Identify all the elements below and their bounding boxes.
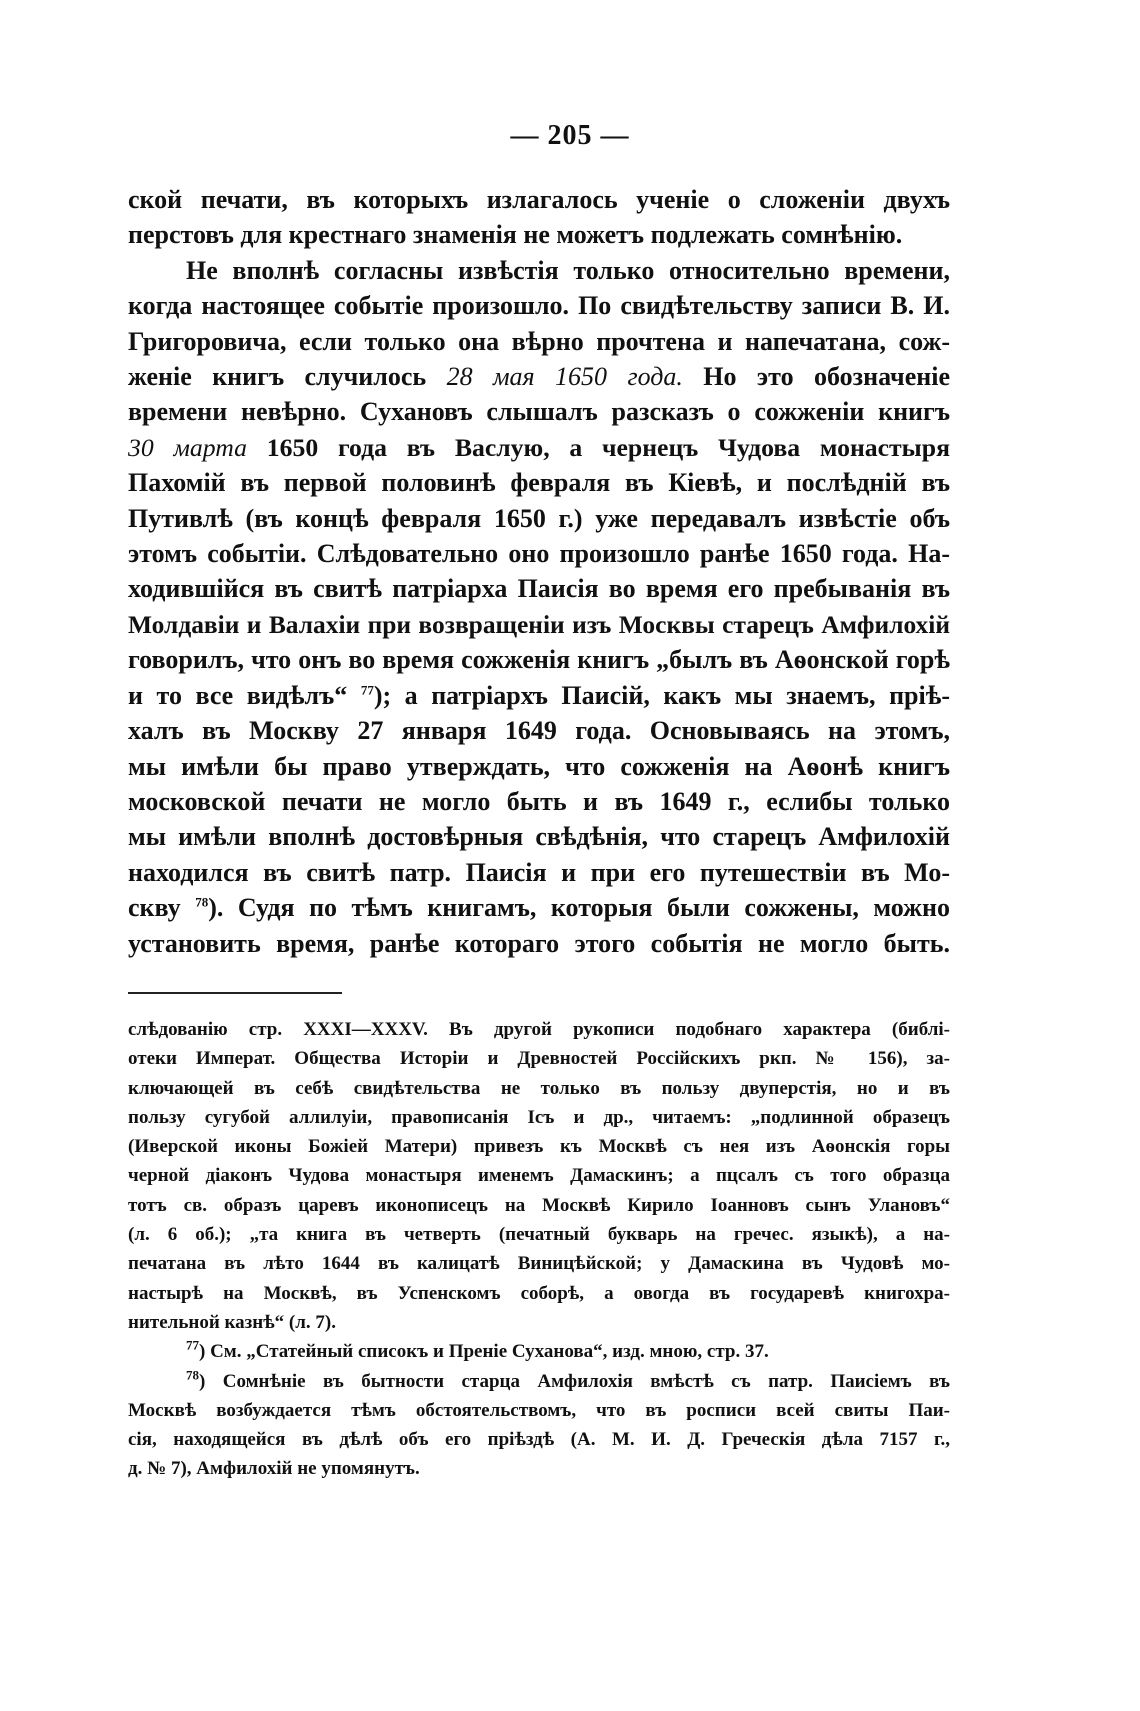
text-line: Пахомій въ первой половинѣ февраля въ Кіевѣ, и послѣдній въ [128,468,950,498]
footnote-line: (Иверской иконы Божіей Матери) привезъ къ Москвѣ съ нея изъ Аѳонскія горы [128,1136,950,1158]
text-line [128,890,950,925]
italic-date: 30 марта [128,432,248,462]
text-line: халъ въ Москву 27 января 1649 года. Основываясь на этомъ, [128,716,950,746]
text-segment: женіе книгъ случилось [128,362,447,392]
text-line: мы имѣли бы право утверждать, что сожженія на Аѳонѣ книгъ [128,751,950,781]
footnote-line: нительной казнѣ“ (л. 7). [128,1311,336,1333]
footnote-line: (л. 6 об.); „та книга въ четверть (печатный букварь на гречес. языкѣ), а на- [128,1224,950,1246]
text-line: когда настоящее событіе произошло. По свидѣтельству записи В. И. [128,291,950,321]
footnote-line: черной діаконъ Чудова монастыря именемъ Дамаскинъ; а пцсалъ съ того образца [128,1165,950,1187]
text-segment: и то все видѣлъ“ [128,680,361,710]
text-line: московской печати не могло быть и въ 1649 г., еслибы только [128,786,950,816]
text-segment: Но это обозначеніе [682,362,950,392]
italic-date: 28 мая 1650 года. [446,362,683,392]
text-line: этомъ событіи. Слѣдовательно оно произошло ранѣе 1650 года. На- [128,539,950,569]
footnote-ref: 77 [360,682,374,698]
text-line: ходившійся въ свитѣ патріарха Паисія во время его пребыванія въ [128,574,950,604]
text-line: Григоровича, если только она вѣрно прочтена и напечатана, сож- [128,326,950,356]
footnote-line: Москвѣ возбуждается тѣмъ обстоятельствомъ, что въ росписи всей свиты Паи- [128,1399,950,1421]
text-line: находился въ свитѣ патр. Паисія и при его путешествіи въ Мо- [128,857,950,887]
text-line: говорилъ, что онъ во время сожженія книгъ „былъ въ Аѳонской горѣ [128,645,950,675]
text-line [128,359,950,394]
text-line [128,678,950,713]
footnote-line: ключающей въ себѣ свидѣтельства не только въ пользу двуперстія, но и въ [128,1077,950,1099]
text-line: Молдавіи и Валахіи при возвращеніи изъ Москвы старецъ Амфилохій [128,609,950,639]
text-segment: ); а патріархъ Паисій, какъ мы знаемъ, пріѣ- [373,680,950,710]
footnote-line: тотъ св. образъ царевъ иконописецъ на Москвѣ Кирило Іоанновъ сынъ Улановъ“ [128,1194,950,1216]
footnotes [128,1015,950,1484]
text-segment: ). Судя по тѣмъ книгамъ, которыя были сожжены, можно [208,893,950,923]
text-line: Не вполнѣ согласны извѣстія только относительно времени, [186,255,950,285]
footnote-77 [128,1337,950,1366]
footnote-line: сія, находящейся въ дѣлѣ объ его пріѣздѣ (А. М. И. Д. Греческія дѣла 7157 г., [128,1429,950,1451]
footnote-ref: 78 [195,894,209,910]
text-segment: 1650 года въ Васлую, а чернецъ Чудова монастыря [247,432,950,462]
footnote-marker: 77 [186,1337,199,1353]
footnote-line: печатана въ лѣто 1644 въ калицатѣ Виницѣйской; у Дамаскина въ Чудовѣ мо- [128,1253,950,1275]
text-line: перстовъ для крестнаго знаменія не можетъ подлежать сомнѣнію. [128,220,903,250]
text-line: времени невѣрно. Сухановъ слышалъ разсказъ о сожженіи книгъ [128,397,950,427]
text-line: мы имѣли вполнѣ достовѣрныя свѣдѣнія, что старецъ Амфилохій [128,822,950,852]
text-segment: скву [128,893,196,923]
footnote-line: отеки Императ. Общества Исторіи и Древностей Россійскихъ ркп. № 156), за- [128,1048,950,1070]
footnote-78 [128,1367,950,1396]
footnote-marker: 78 [186,1367,199,1383]
text-line [128,430,950,465]
page-number: — 205 — [510,120,630,151]
footnote-line: д. № 7), Амфилохій не упомянутъ. [128,1458,420,1480]
text-line: Путивлѣ (въ концѣ февраля 1650 г.) уже передавалъ извѣстіе объ [128,503,950,533]
footnote-divider [128,992,342,994]
footnote-line: слѣдованію стр. XXXI—XXXV. Въ другой рукописи подобнаго характера (библі- [128,1019,950,1040]
main-text [128,182,950,961]
footnote-line: настырѣ на Москвѣ, въ Успенскомъ соборѣ, а овогда въ государевѣ книгохра- [128,1282,950,1304]
footnote-line: пользу сугубой аллилуіи, правописанія Ісъ и др., читаемъ: „подлинной образецъ [128,1106,950,1128]
text-line: ской печати, въ которыхъ излагалось ученіе о сложеніи двухъ [128,185,950,214]
text-segment: ) См. „Статейный списокъ и Преніе Суханова“, изд. мною, стр. 37. [199,1341,769,1363]
text-line: установить время, ранѣе котораго этого событія не могло быть. [128,928,950,958]
text-segment: ) Сомнѣніе въ бытности старца Амфилохія вмѣстѣ съ патр. Паисіемъ въ [199,1370,950,1392]
